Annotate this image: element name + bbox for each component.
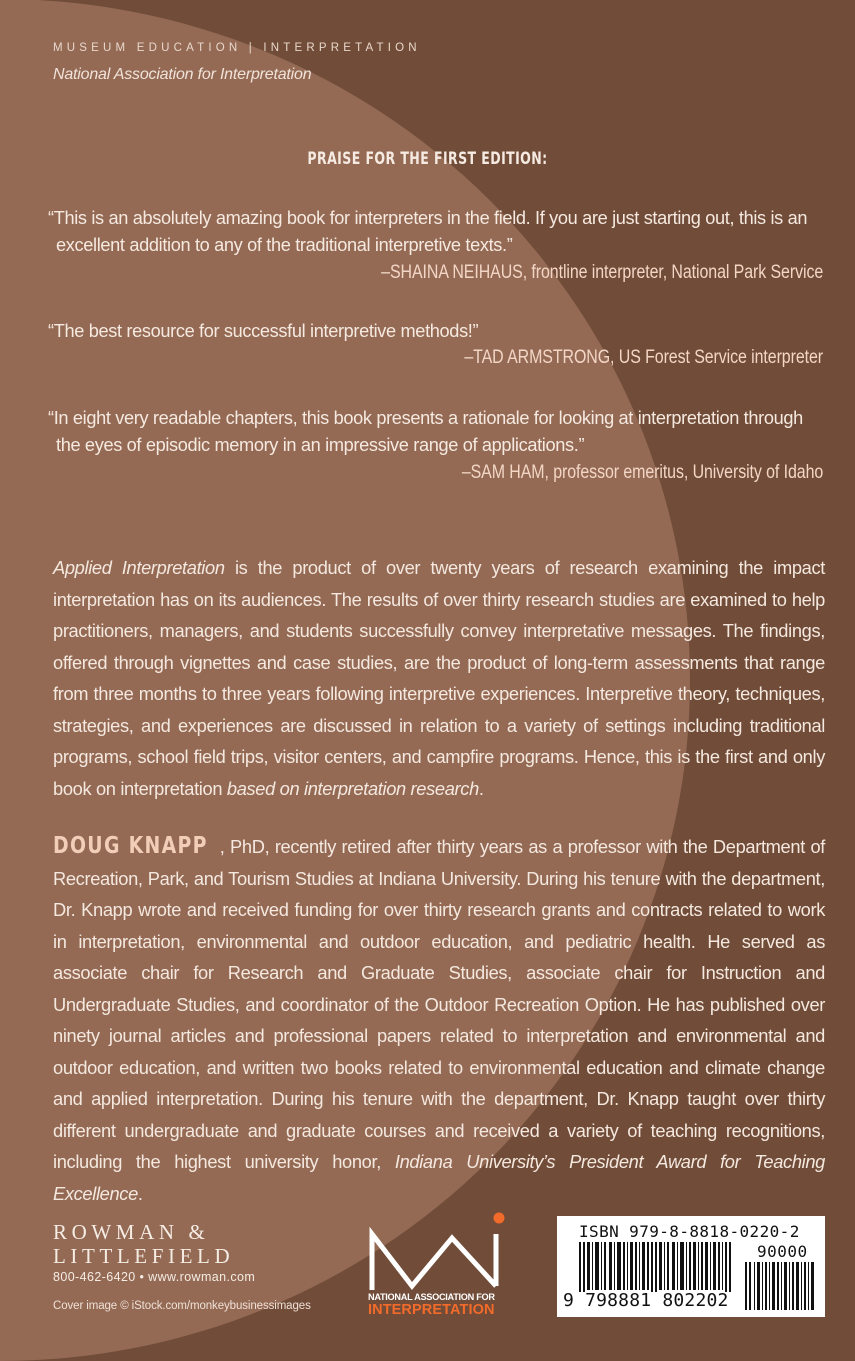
attribution-name: –SAM HAM bbox=[461, 462, 545, 483]
isbn-text: ISBN 979-8-8818-0220-2 bbox=[579, 1222, 800, 1241]
attribution-name: –SHAINA NEIHAUS bbox=[381, 262, 523, 283]
attribution-name: –TAD ARMSTRONG bbox=[464, 347, 611, 368]
praise-quote-1 bbox=[48, 205, 824, 259]
nai-name-line1: NATIONAL ASSOCIATION FOR bbox=[368, 1292, 495, 1302]
nai-mark-icon bbox=[368, 1212, 508, 1292]
isbn-barcode bbox=[557, 1216, 825, 1317]
book-title: Applied Interpretation bbox=[53, 557, 225, 578]
quote-attribution-1 bbox=[381, 262, 823, 284]
book-description: Applied Interpretation is the product of over twenty years of research examining the impact interpretation has on its audiences. The results of over thirty research studies are examined to help practitioners, managers, and students successfully convey interpretative messages. The findings, offered through vignettes and case studies, are the product of long-term assessments that range from three months to three years following interpretive experiences. Interpretive theory, techniques, strategies, and experiences are discussed in relation to a variety of settings including traditional programs, school field trips, visitor centers, and campfire programs. Hence, this is the first and only book on interpretation based on interpretation research. bbox=[53, 557, 826, 799]
nai-logo bbox=[368, 1212, 508, 1316]
praise-quote-3 bbox=[48, 405, 824, 459]
addon-barcode-icon bbox=[745, 1262, 817, 1310]
quote-text: “This is an absolutely amazing book for interpreters in the field. If you are just starting out, this is an bbox=[48, 208, 808, 228]
author-name: DOUG KNAPP bbox=[53, 833, 208, 859]
quote-text: “The best resource for successful interpretive methods!” bbox=[48, 321, 479, 341]
praise-quote-2 bbox=[48, 318, 824, 345]
quote-attribution-2 bbox=[464, 347, 823, 369]
price-code: 90000 bbox=[757, 1242, 808, 1261]
quote-text: the eyes of episodic memory in an impressive range of applications.” bbox=[56, 435, 585, 455]
cover-credit: Cover image © iStock.com/monkeybusinessimages bbox=[53, 1300, 311, 1312]
publisher-contact: 800-462-6420 • www.rowman.com bbox=[53, 1270, 256, 1284]
attribution-role: , US Forest Service interpreter bbox=[610, 347, 823, 368]
attribution-role: , frontline interpreter, National Park Service bbox=[522, 262, 823, 283]
ean-number: 9 798881 802202 bbox=[563, 1290, 729, 1311]
ean-barcode-icon bbox=[579, 1242, 737, 1292]
quote-text: excellent addition to any of the traditional interpretive texts.” bbox=[56, 235, 513, 255]
award-name: Indiana University’s President Award for Teaching Excellence bbox=[53, 1151, 825, 1204]
attribution-role: , professor emeritus, University of Idaho bbox=[544, 462, 823, 483]
quote-text: “In eight very readable chapters, this book presents a rationale for looking at interpretation through bbox=[48, 408, 803, 428]
publisher-logo: ROWMAN & LITTLEFIELD bbox=[53, 1220, 235, 1268]
series-title: MUSEUM EDUCATION | INTERPRETATION bbox=[53, 42, 421, 54]
nai-name-line2: INTERPRETATION bbox=[368, 1302, 495, 1318]
quote-attribution-3 bbox=[462, 462, 823, 484]
series-subtitle: National Association for Interpretation bbox=[53, 66, 312, 83]
praise-heading: PRAISE FOR THE FIRST EDITION: bbox=[307, 149, 548, 169]
author-bio: DOUG KNAPP , PhD, recently retired after thirty years as a professor with the Department of Recreation, Park, and Tourism Studies at Indiana University. During his tenure with the department, Dr. Knapp wrote and received funding for over thirty research grants and contracts related to work in interpretation, environmental and outdoor education, and pediatric health. He served as associate chair for Research and Graduate Studies, associate chair for Instruction and Undergraduate Studies, and coordinator of the Outdoor Recreation Option. He has published over ninety journal articles and professional papers related to interpretation and environmental and outdoor education, and written two books related to environmental education and climate change and applied interpretation. During his tenure with the department, Dr. Knapp taught over thirty different undergraduate and graduate courses and received a variety of teaching recognitions, including the highest university honor, Indiana University’s President Award for Teaching Excellence. bbox=[53, 833, 825, 1204]
